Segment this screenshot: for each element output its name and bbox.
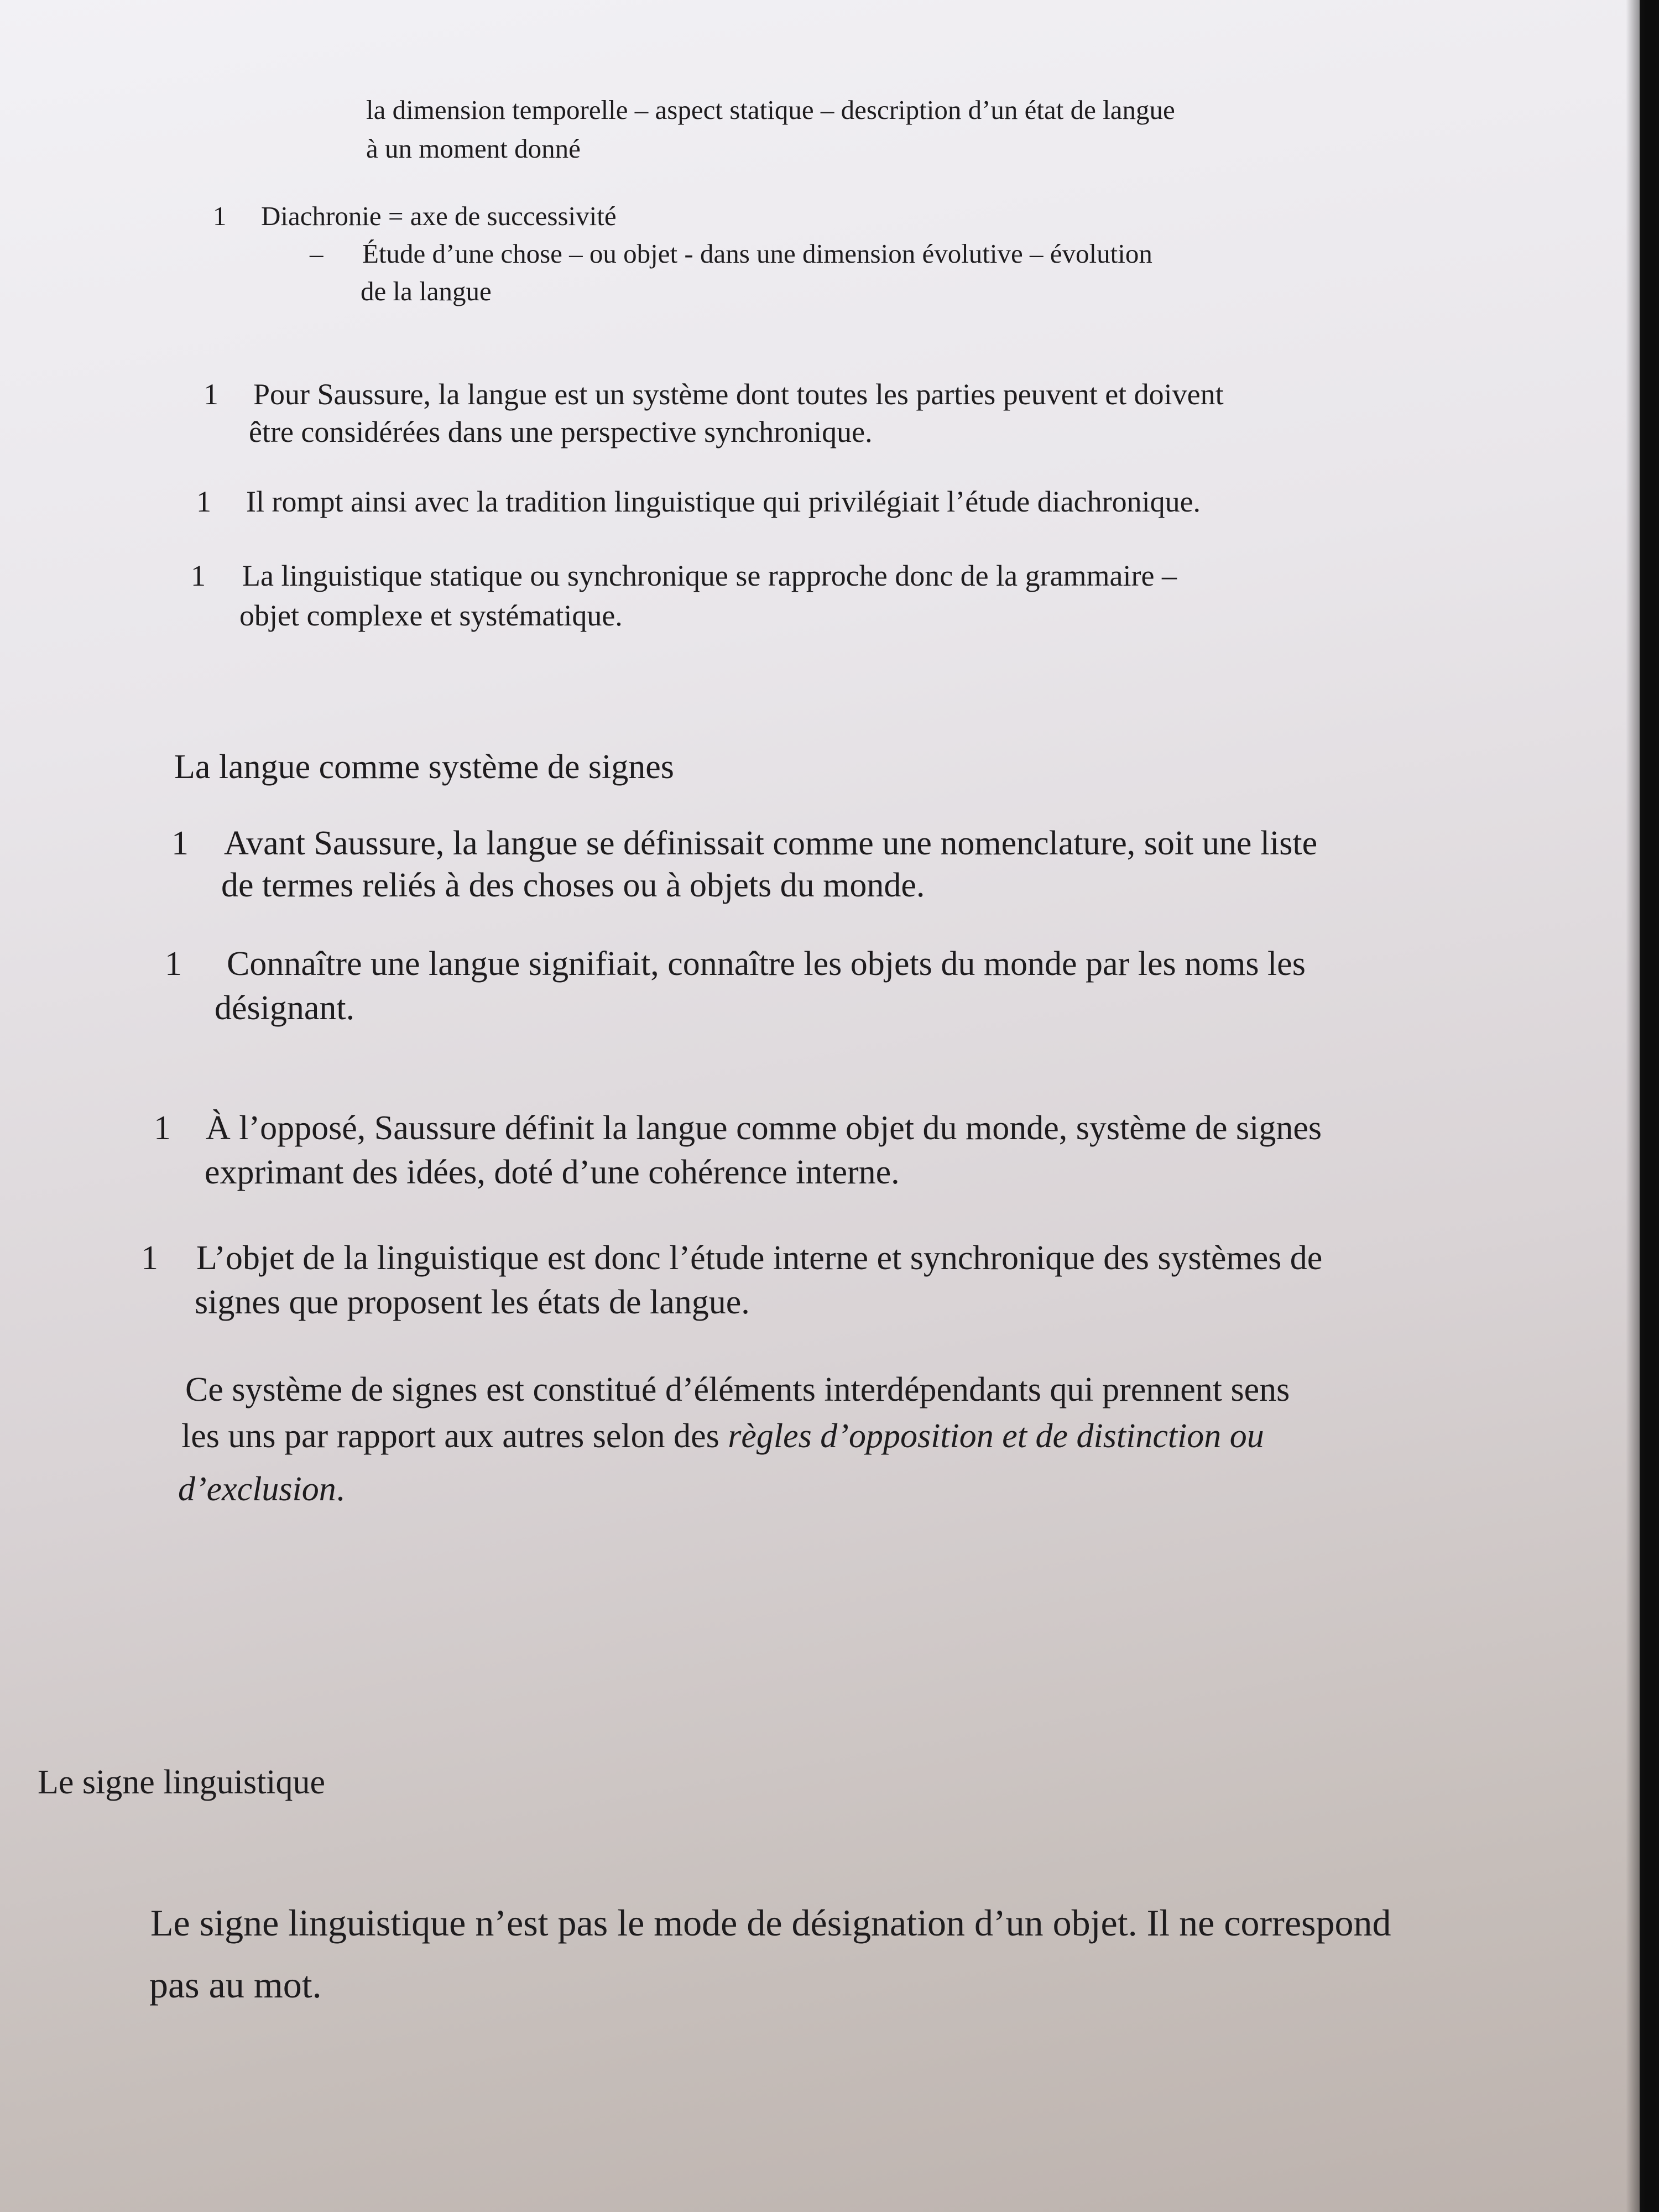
systeme-paragraph-line-2-plain: les uns par rapport aux autres selon des (181, 1417, 728, 1455)
page-edge-shadow (1626, 0, 1659, 2212)
systeme-point-1-line-2: de termes reliés à des choses ou à objets du monde. (221, 867, 925, 904)
point-a1-line-2: être considérées dans une perspective synchronique. (249, 415, 873, 448)
systeme-point-3-line-1: À l’opposé, Saussure définit la langue comme objet du monde, système de signes (206, 1109, 1322, 1147)
systeme-point-4-line-1: L’objet de la linguistique est donc l’étude interne et synchronique des systèmes de (196, 1239, 1323, 1277)
intro-line-1: la dimension temporelle – aspect statique – description d’un état de langue (366, 95, 1175, 125)
section-systeme-heading: La langue comme système de signes (174, 748, 674, 786)
intro-line-2: à un moment donné (366, 133, 581, 164)
systeme-paragraph-line-1: Ce système de signes est constitué d’éléments interdépendants qui prennent sens (185, 1371, 1290, 1408)
diachronie-line-2: de la langue (361, 276, 492, 306)
diachronie-title: Diachronie = axe de successivité (261, 201, 617, 231)
systeme-point-3-line-2: exprimant des idées, doté d’une cohérence interne. (205, 1154, 900, 1191)
systeme-point-1-line-1: Avant Saussure, la langue se définissait comme une nomenclature, soit une liste (224, 825, 1318, 862)
point-a1-bullet: 1 (204, 378, 218, 411)
point-a1-line-1: Pour Saussure, la langue est un système dont toutes les parties peuvent et doivent (253, 378, 1224, 411)
point-a2-line-1: Il rompt ainsi avec la tradition linguistique qui privilégiait l’étude diachronique. (246, 485, 1201, 518)
systeme-paragraph-line-3-end: . (336, 1470, 345, 1508)
diachronie-bullet: 1 (213, 201, 227, 231)
signe-paragraph-line-1: Le signe linguistique n’est pas le mode de désignation d’un objet. Il ne correspond (150, 1902, 1391, 1944)
systeme-paragraph-line-2-italic: règles d’opposition et de distinction ou (728, 1417, 1264, 1455)
point-a3-line-1: La linguistique statique ou synchronique se rapproche donc de la grammaire – (242, 559, 1177, 592)
systeme-point-4-bullet: 1 (141, 1239, 158, 1277)
systeme-point-4-line-2: signes que proposent les états de langue. (195, 1284, 750, 1321)
systeme-point-1-bullet: 1 (171, 825, 189, 862)
systeme-paragraph-line-3-italic: d’exclusion (178, 1470, 336, 1508)
systeme-point-3-bullet: 1 (154, 1109, 171, 1147)
section-signe-heading: Le signe linguistique (38, 1764, 326, 1801)
point-a3-bullet: 1 (191, 559, 206, 592)
systeme-paragraph-line-3 (178, 1470, 345, 1509)
point-a2-bullet: 1 (196, 485, 211, 518)
signe-paragraph-line-2: pas au mot. (149, 1964, 322, 2006)
systeme-paragraph-line-2 (181, 1417, 1264, 1456)
diachronie-line-1: Étude d’une chose – ou objet - dans une dimension évolutive – évolution (362, 238, 1152, 269)
point-a3-line-2: objet complexe et systématique. (239, 599, 623, 632)
systeme-point-2-line-2: désignant. (215, 989, 355, 1027)
systeme-point-2-bullet: 1 (165, 945, 182, 983)
diachronie-dash: – (310, 238, 324, 269)
systeme-point-2-line-1: Connaître une langue signifiait, connaître les objets du monde par les noms les (227, 945, 1306, 983)
